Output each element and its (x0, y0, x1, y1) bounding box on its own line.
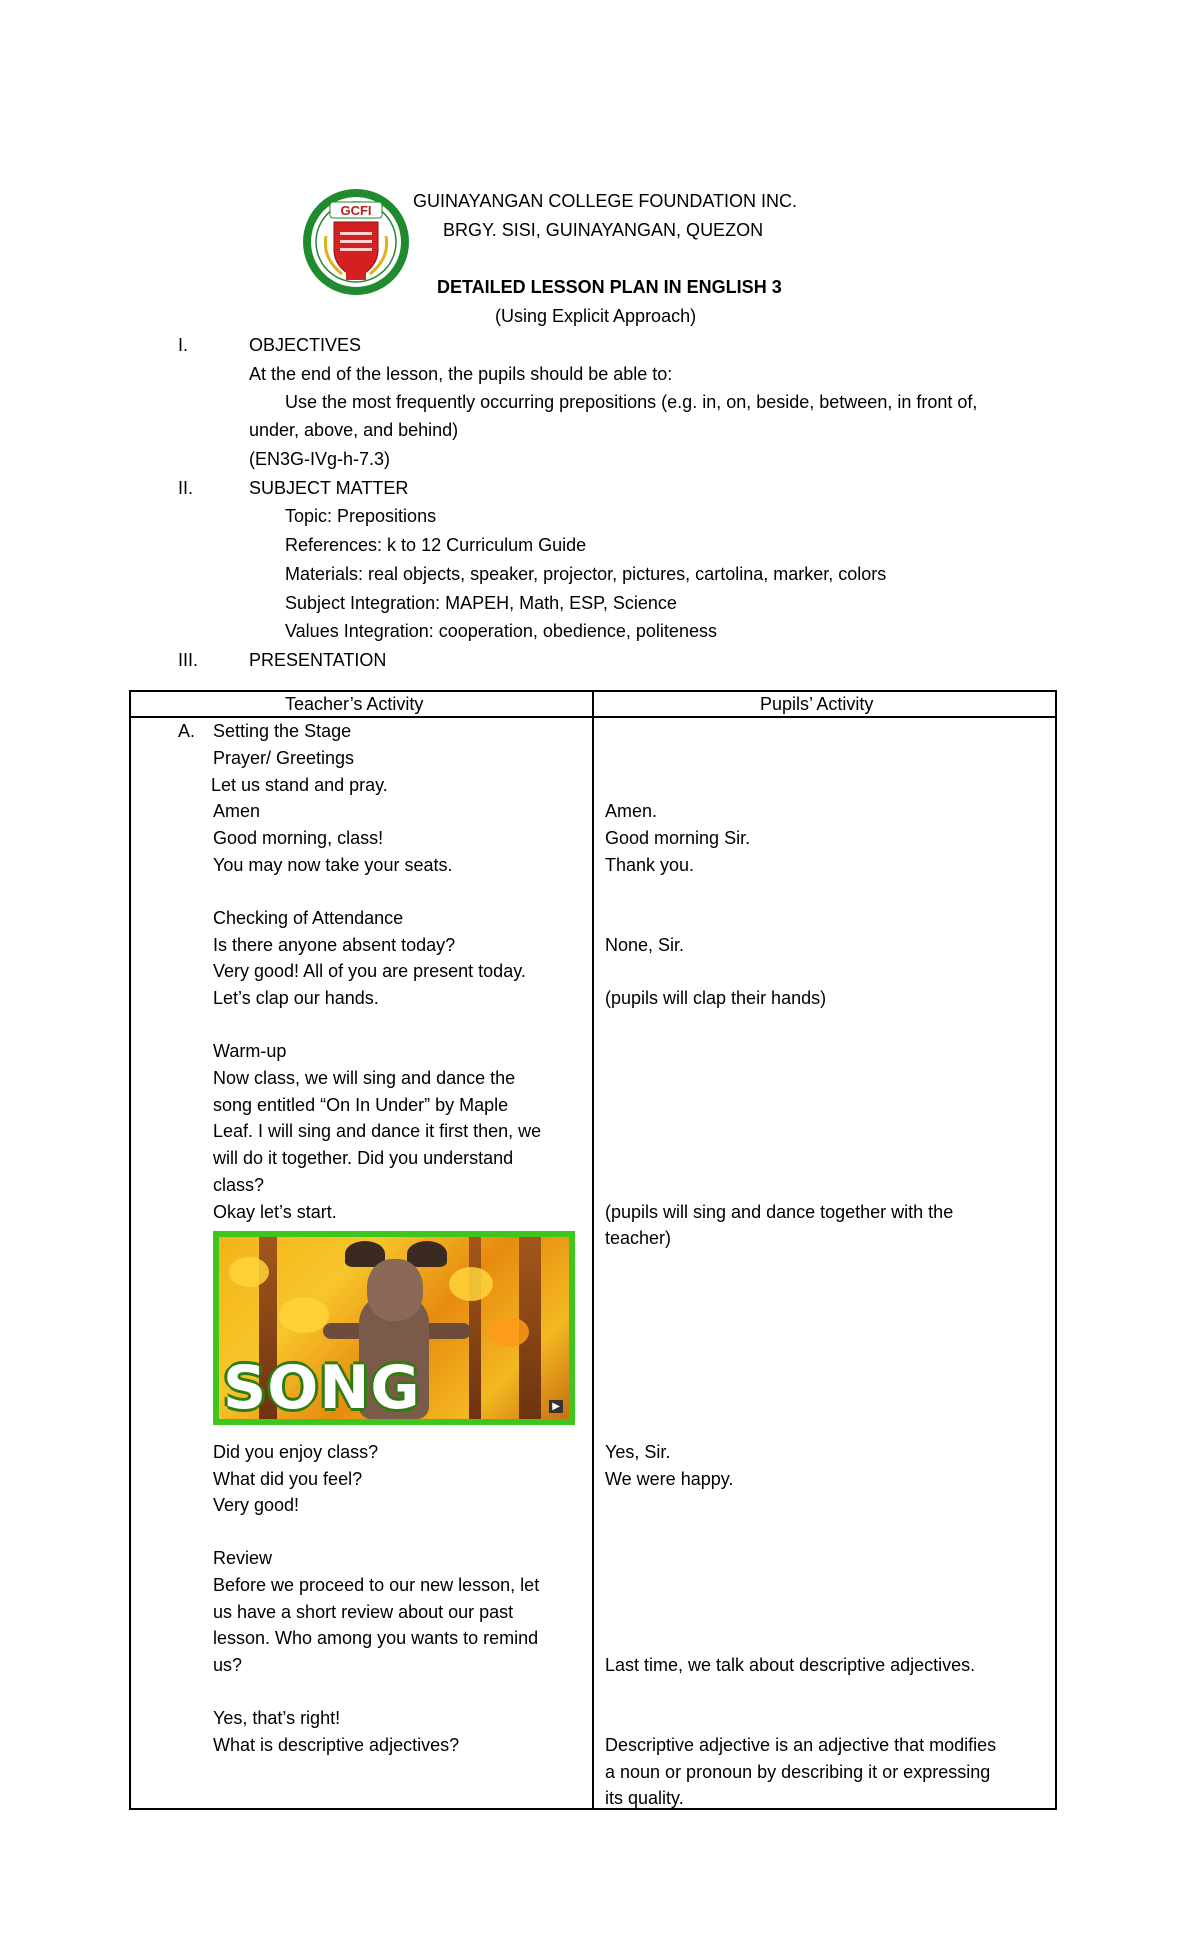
values-integration: Values Integration: cooperation, obedience, politeness (285, 621, 717, 641)
teacher-line: song entitled “On In Under” by Maple (213, 1095, 509, 1115)
school-name: GUINAYANGAN COLLEGE FOUNDATION INC. (413, 191, 798, 211)
objectives-intro: At the end of the lesson, the pupils should be able to: (249, 364, 673, 384)
section-title-presentation: PRESENTATION (249, 650, 387, 670)
document-title: DETAILED LESSON PLAN IN ENGLISH 3 (437, 277, 782, 297)
school-logo (302, 188, 410, 296)
teacher-line: Very good! (213, 1495, 300, 1515)
teacher-line: class? (213, 1175, 265, 1195)
teacher-line: Review (213, 1548, 273, 1568)
pupil-line: Last time, we talk about descriptive adjectives. (605, 1655, 976, 1675)
header-teacher-activity: Teacher’s Activity (285, 694, 424, 714)
song-label: SONG (223, 1353, 421, 1419)
teacher-line: Amen (213, 801, 261, 821)
teacher-line: What is descriptive adjectives? (213, 1735, 460, 1755)
teacher-line: What did you feel? (213, 1469, 363, 1489)
teacher-line: Checking of Attendance (213, 908, 404, 928)
teacher-line: us? (213, 1655, 243, 1675)
teacher-line: Setting the Stage (213, 721, 352, 741)
teacher-line: Yes, that’s right! (213, 1708, 341, 1728)
objective-line: Use the most frequently occurring prepositions (e.g. in, on, beside, between, in front of, (285, 392, 978, 412)
topic: Topic: Prepositions (285, 506, 437, 526)
document-subtitle: (Using Explicit Approach) (495, 306, 697, 326)
teacher-line: Before we proceed to our new lesson, let (213, 1575, 540, 1595)
teacher-line: us have a short review about our past (213, 1602, 514, 1622)
moose-character (367, 1259, 423, 1321)
teacher-line: Did you enjoy class? (213, 1442, 379, 1462)
teacher-line: Now class, we will sing and dance the (213, 1068, 516, 1088)
pupil-line: Descriptive adjective is an adjective that modifies (605, 1735, 997, 1755)
pupil-line: Good morning Sir. (605, 828, 751, 848)
pupil-line: (pupils will sing and dance together with the (605, 1202, 954, 1222)
pupil-line: We were happy. (605, 1469, 734, 1489)
header-pupils-activity: Pupils’ Activity (760, 694, 874, 714)
references: References: k to 12 Curriculum Guide (285, 535, 587, 555)
pupil-line: Amen. (605, 801, 658, 821)
teacher-line: will do it together. Did you understand (213, 1148, 514, 1168)
video-badge: ▶ (549, 1400, 563, 1413)
section-number: II. (178, 478, 194, 498)
pupil-line: Thank you. (605, 855, 695, 875)
table-header-divider (129, 716, 1057, 718)
section-title-objectives: OBJECTIVES (249, 335, 362, 355)
section-number: I. (178, 335, 189, 355)
teacher-line: Leaf. I will sing and dance it first then, we (213, 1121, 542, 1141)
school-address: BRGY. SISI, GUINAYANGAN, QUEZON (443, 220, 764, 240)
teacher-line: Let us stand and pray. (211, 775, 388, 795)
logo-text: GCFI (340, 203, 372, 218)
teacher-line: Very good! All of you are present today. (213, 961, 526, 981)
pupil-line: teacher) (605, 1228, 672, 1248)
teacher-line: Let’s clap our hands. (213, 988, 379, 1008)
table-column-divider (592, 690, 594, 1810)
teacher-line: Good morning, class! (213, 828, 384, 848)
list-marker: A. (178, 721, 196, 741)
pupil-line: None, Sir. (605, 935, 685, 955)
objective-line: under, above, and behind) (249, 420, 459, 440)
subject-integration: Subject Integration: MAPEH, Math, ESP, Science (285, 593, 677, 613)
pupil-line: (pupils will clap their hands) (605, 988, 827, 1008)
teacher-line: Okay let’s start. (213, 1202, 337, 1222)
pupil-line: its quality. (605, 1788, 684, 1808)
teacher-line: Is there anyone absent today? (213, 935, 456, 955)
teacher-line: Warm-up (213, 1041, 287, 1061)
competency-code: (EN3G-IVg-h-7.3) (249, 449, 391, 469)
teacher-line: Prayer/ Greetings (213, 748, 355, 768)
teacher-line: lesson. Who among you wants to remind (213, 1628, 539, 1648)
pupil-line: Yes, Sir. (605, 1442, 671, 1462)
section-number: III. (178, 650, 199, 670)
song-video-thumbnail (213, 1231, 575, 1425)
pupil-line: a noun or pronoun by describing it or expressing (605, 1762, 991, 1782)
teacher-line: You may now take your seats. (213, 855, 453, 875)
section-title-subject-matter: SUBJECT MATTER (249, 478, 409, 498)
materials: Materials: real objects, speaker, projector, pictures, cartolina, marker, colors (285, 564, 887, 584)
